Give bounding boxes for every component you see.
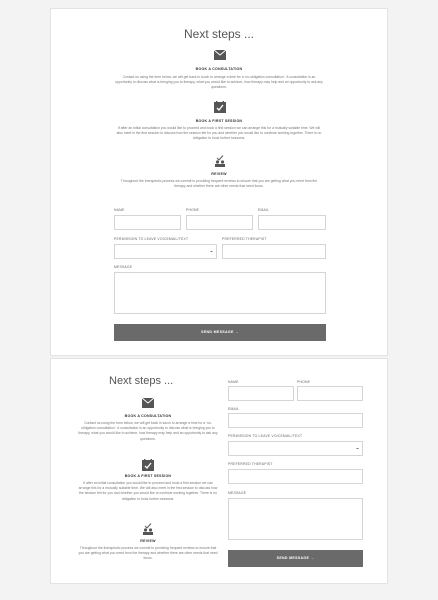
step-body: If after an initial consultation you would like to proceed and book a first session we can arrange this for a mutually suitable time. We will also meet in the first session to discuss how the session felt for you and whether you would like to continue working together. There is no obligation to book further sessions. [116, 126, 322, 141]
email-input[interactable] [228, 413, 363, 428]
send-message-button[interactable]: SEND MESSAGE → [114, 324, 326, 341]
calendar-check-icon [142, 459, 154, 469]
name-input[interactable] [228, 386, 294, 401]
permission-label: PERMISSION TO LEAVE VOICEMAIL/TEXT [114, 237, 189, 241]
message-label: MESSAGE [228, 491, 247, 495]
message-label: MESSAGE [114, 265, 133, 269]
message-textarea[interactable] [114, 272, 326, 314]
step-body: Throughout the therapeutic process we commit to providing frequent reviews to ensure that you are getting what you need from the therapy and whether there are other needs that need focus. [78, 546, 218, 561]
phone-input[interactable] [186, 215, 253, 230]
step-body: Throughout the therapeutic process we commit to providing frequent reviews to ensure that you are getting what you need from the therapy and whether there are other needs that need focus. [120, 179, 318, 189]
phone-label: PHONE [297, 380, 311, 384]
permission-select[interactable] [228, 441, 363, 456]
therapist-input[interactable] [228, 469, 363, 484]
step-title: REVIEW [140, 539, 156, 543]
page-title: Next steps ... [183, 27, 255, 41]
step-body: Contact us using the form below, we will get back in touch to arrange a time for a ‘no-obligation consultation’. A consultation is an opportunity to discuss what is bringing you to therapy, what you would like to achieve, how therapy may help and an opportunity to ask any questions. [78, 421, 218, 441]
step-title: REVIEW [211, 172, 227, 176]
calendar-check-icon [214, 101, 226, 111]
phone-label: PHONE [186, 208, 200, 212]
step-title: BOOK A CONSULTATION [124, 414, 172, 418]
step-title: BOOK A FIRST SESSION [195, 119, 243, 123]
permission-label: PERMISSION TO LEAVE VOICEMAIL/TEXT [228, 434, 303, 438]
message-textarea[interactable] [228, 498, 363, 540]
people-review-icon [142, 523, 154, 533]
people-review-icon [214, 155, 226, 165]
email-label: EMAIL [228, 407, 240, 411]
email-label: EMAIL [258, 208, 270, 212]
phone-input[interactable] [297, 386, 363, 401]
two-column-layout-panel [50, 358, 388, 584]
name-input[interactable] [114, 215, 181, 230]
send-message-button[interactable]: SEND MESSAGE → [228, 550, 363, 567]
therapist-label: PREFERRED THERAPIST [228, 462, 273, 466]
envelope-icon [142, 398, 154, 408]
therapist-label: PREFERRED THERAPIST [222, 237, 267, 241]
email-input[interactable] [258, 215, 326, 230]
therapist-input[interactable] [222, 244, 326, 259]
page-title: Next steps ... [109, 375, 174, 387]
step-title: BOOK A CONSULTATION [195, 67, 243, 71]
permission-select[interactable] [114, 244, 217, 259]
step-body: Contact us using the form below, we will get back in touch to arrange a time for a ‘no-obligation consultation’. A consultation is an opportunity to discuss what is bringing you to therapy, what you would like to achieve, how therapy may help and an opportunity to ask any questions. [115, 75, 323, 90]
wide-layout-panel [50, 8, 388, 356]
name-label: NAME [228, 380, 239, 384]
step-title: BOOK A FIRST SESSION [124, 474, 172, 478]
step-body: If after an initial consultation you would like to proceed and book a first session we can arrange this for a mutually suitable time. We will also meet in the first session to discuss how the session felt for you and whether you would like to continue working together. There is no obligation to book further sessions. [78, 481, 218, 501]
name-label: NAME [114, 208, 125, 212]
envelope-icon [214, 50, 226, 60]
chevron-down-icon [356, 448, 359, 450]
chevron-down-icon [210, 251, 213, 253]
